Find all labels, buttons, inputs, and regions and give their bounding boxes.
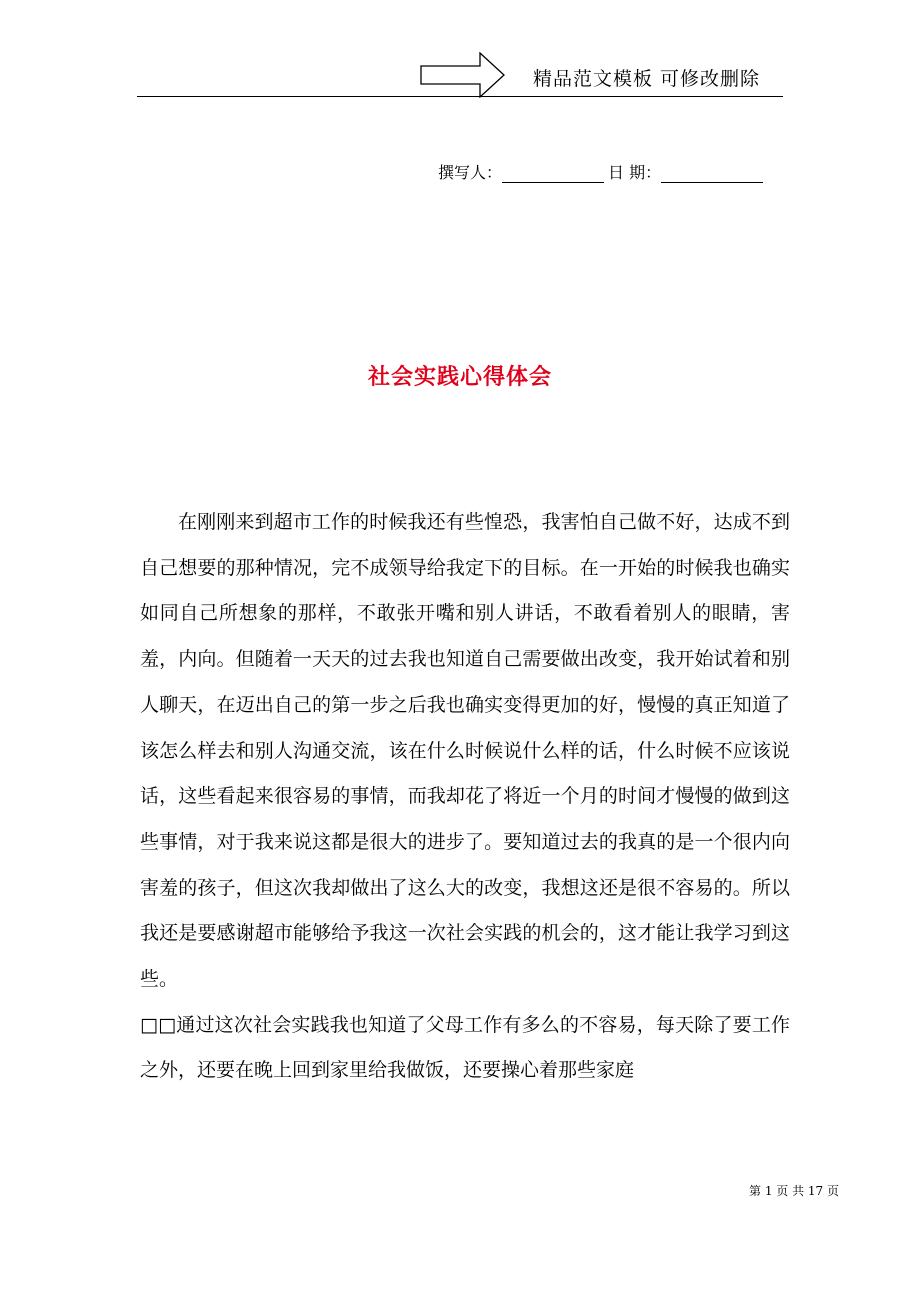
document-body (140, 500, 790, 1094)
document-title: 社会实践心得体会 (367, 365, 552, 390)
date-label: 日 期： (608, 163, 662, 182)
header-label: 精品范文模板 可修改删除 (533, 68, 761, 90)
date-blank[interactable] (661, 164, 763, 183)
paragraph-1: 在刚刚来到超市工作的时候我还有些惶恐，我害怕自己做不好，达成不到自己想要的那种情况，完不成领导给我定下的目标。在一开始的时候我也确实如同自己所想象的那样，不敢张开嘴和别人讲话，不敢看着别人的眼睛，害羞，内向。但随着一天天的过去我也知道自己需要做出改变，我开始试着和别人聊天，在迈出自己的第一步之后我也确实变得更加的好，慢慢的真正知道了该怎么样去和别人沟通交流，该在什么时候说什么样的话，什么时候不应该说话，这些看起来很容易的事情，而我却花了将近一个月的时间才慢慢的做到这些事情，对于我来说这都是很大的进步了。要知道过去的我真的是一个很内向害羞的孩子，但这次我却做出了这么大的改变，我想这还是很不容易的。所以我还是要感谢超市能够给予我这一次社会实践的机会的，这才能让我学习到这些。 (140, 511, 790, 991)
header-divider (137, 96, 783, 97)
paragraph-2: □□通过这次社会实践我也知道了父母工作有多么的不容易，每天除了要工作之外，还要在晚上回到家里给我做饭，还要操心着那些家庭 (140, 1013, 790, 1082)
author-date-line (438, 160, 767, 183)
author-blank[interactable] (502, 164, 604, 183)
right-arrow-icon (420, 52, 506, 98)
author-label: 撰写人： (438, 163, 503, 182)
page-number: 第 1 页 共 17 页 (749, 1184, 839, 1198)
